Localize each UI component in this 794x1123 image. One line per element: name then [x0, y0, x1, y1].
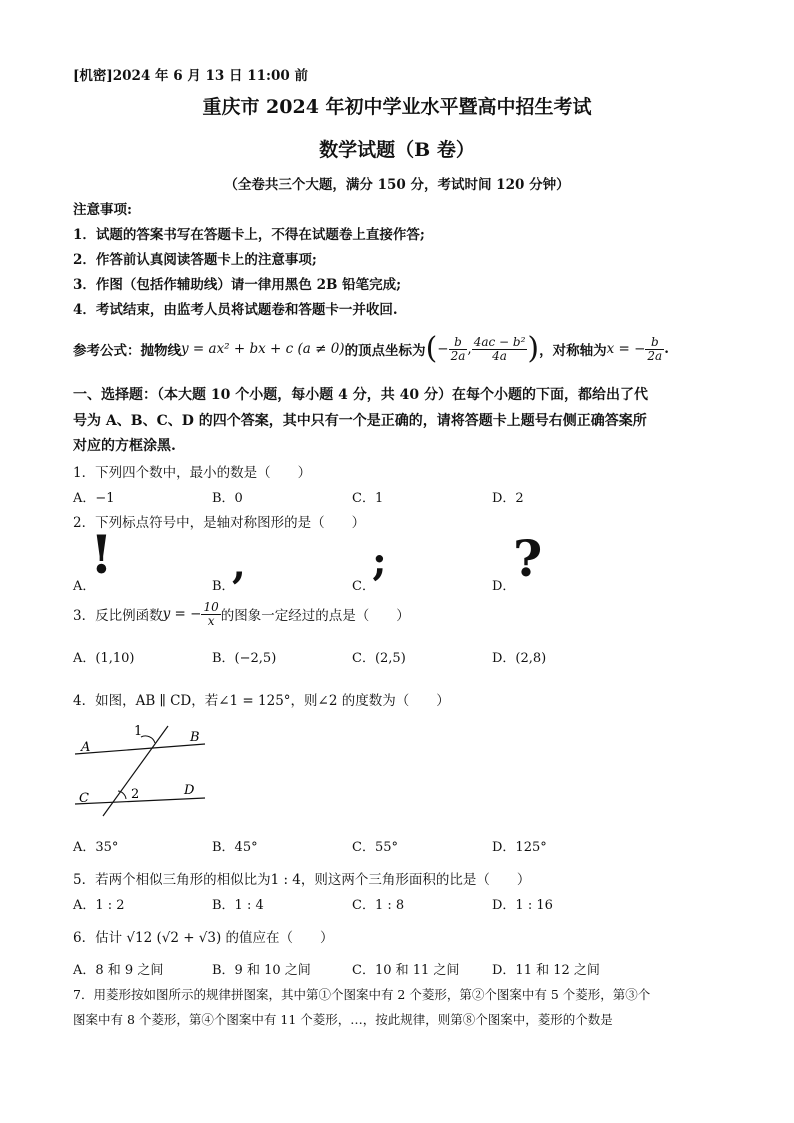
q2-option-a[interactable]: A．	[73, 579, 96, 594]
q1-option-a[interactable]: A．−1	[73, 491, 115, 506]
q6-option-b[interactable]: B．9 和 10 之间	[212, 963, 311, 978]
q6-option-d[interactable]: D．11 和 12 之间	[492, 963, 600, 978]
comma-symbol: ,	[232, 541, 246, 588]
q1-option-b[interactable]: B．0	[212, 491, 243, 506]
q1-stem: 1．下列四个数中，最小的数是（ ）	[73, 465, 312, 481]
q3-fraction: $\frac{10}{x}$	[203, 599, 219, 628]
confidential-note: [机密]2024 年 6 月 13 日 11:00 前	[73, 68, 308, 84]
semicolon-symbol: ;	[372, 538, 387, 585]
q6-option-c[interactable]: C．10 和 11 之间	[352, 963, 460, 978]
exclamation-mark-symbol: !	[90, 525, 113, 586]
q1-option-c[interactable]: C．1	[352, 491, 384, 506]
q3-option-b[interactable]: B．(−2,5)	[212, 651, 277, 666]
formula-expr: y = ax² + bx + c (a ≠ 0)	[181, 341, 345, 357]
question-mark-symbol: ?	[513, 529, 543, 588]
paren-left: (	[425, 331, 438, 366]
q2-option-b[interactable]: B．	[212, 579, 235, 594]
notice-item: 2．作答前认真阅读答题卡上的注意事项;	[73, 252, 317, 268]
notice-item: 1．试题的答案书写在答题卡上，不得在试题卷上直接作答;	[73, 227, 425, 243]
q5-option-c[interactable]: C．1 : 8	[352, 898, 405, 913]
exam-subtitle: 数学试题（B 卷）	[319, 139, 475, 161]
axis-lhs: x = −	[606, 341, 646, 357]
q4-option-c[interactable]: C．55°	[352, 840, 398, 855]
exam-title: 重庆市 2024 年初中学业水平暨高中招生考试	[202, 96, 592, 118]
q6-stem: 6．估计 √12 (√2 + √3) 的值应在（ ）	[73, 930, 334, 946]
label-angle-2: 2	[131, 787, 140, 802]
q3-stem: 3．反比例函数 y = − $\frac{10}{x}$ 的图象一定经过的点是（ ）	[73, 599, 410, 628]
formula-label: 参考公式：抛物线	[73, 343, 181, 359]
q2-option-c[interactable]: C．	[352, 579, 375, 594]
section-instructions: 对应的方框涂黑.	[73, 438, 176, 454]
paren-right: )	[527, 331, 540, 366]
notice-heading: 注意事项:	[73, 202, 132, 218]
exam-info: （全卷共三个大题，满分 150 分，考试时间 120 分钟）	[224, 177, 570, 193]
label-d: D	[184, 783, 195, 798]
q3-option-a[interactable]: A．(1,10)	[73, 651, 135, 666]
q4-option-d[interactable]: D．125°	[492, 840, 547, 855]
q3-option-d[interactable]: D．(2,8)	[492, 651, 547, 666]
transversal	[103, 726, 168, 816]
formula-axis-label: ，对称轴为	[539, 343, 607, 359]
notice-item: 3．作图（包括作辅助线）请一律用黑色 2B 铅笔完成;	[73, 277, 402, 293]
label-c: C	[79, 791, 89, 806]
q5-stem: 5．若两个相似三角形的相似比为1 : 4，则这两个三角形面积的比是（ ）	[73, 872, 531, 888]
label-angle-1: 1	[134, 724, 143, 739]
section-instructions: 一、选择题：（本大题 10 个小题，每小题 4 分，共 40 分）在每个小题的下面，都给出了代	[73, 387, 648, 403]
reference-formula: 参考公式：抛物线 y = ax² + bx + c (a ≠ 0) 的顶点坐标为 ( − $\frac{b}{2a}$ , $\frac{\text{4ac − b²}}{4a}$ ) ，对称轴为 x = − $\frac{b}{2a}$ .	[73, 331, 669, 366]
q2-option-d[interactable]: D．	[492, 579, 516, 594]
q5-option-a[interactable]: A．1 : 2	[73, 898, 125, 913]
q4-stem: 4．如图，AB ∥ CD，若∠1 = 125°，则∠2 的度数为（ ）	[73, 693, 450, 709]
line-cd	[75, 798, 205, 804]
parallel-lines-figure	[73, 718, 213, 818]
q1-option-d[interactable]: D．2	[492, 491, 524, 506]
vertex-x-frac: $\frac{b}{2a}$	[450, 334, 466, 363]
q2-stem: 2．下列标点符号中，是轴对称图形的是（ ）	[73, 515, 366, 531]
q4-option-a[interactable]: A．35°	[73, 840, 119, 855]
formula-mid: 的顶点坐标为	[344, 343, 426, 359]
label-a: A	[81, 740, 91, 755]
line-ab	[75, 744, 205, 754]
q4-option-b[interactable]: B．45°	[212, 840, 258, 855]
vertex-y-frac: $\frac{\text{4ac − b²}}{4a}$	[473, 334, 526, 363]
q6-option-a[interactable]: A．8 和 9 之间	[73, 963, 164, 978]
section-instructions: 号为 A、B、C、D 的四个答案，其中只有一个是正确的，请将答题卡上题号右侧正确答案所	[73, 413, 647, 429]
label-b: B	[190, 730, 200, 745]
q3-option-c[interactable]: C．(2,5)	[352, 651, 406, 666]
q7-stem-line2: 图案中有 8 个菱形，第④个图案中有 11 个菱形，…，按此规律，则第⑧个图案中，菱形的个数是	[73, 1012, 613, 1027]
q5-option-d[interactable]: D．1 : 16	[492, 898, 553, 913]
notice-item: 4．考试结束，由监考人员将试题卷和答题卡一并收回.	[73, 302, 398, 318]
angle-2-arc	[118, 791, 126, 799]
q7-stem-line1: 7．用菱形按如图所示的规律拼图案，其中第①个图案中有 2 个菱形，第②个图案中有 5 个菱形，第③个	[73, 987, 651, 1002]
axis-frac: $\frac{b}{2a}$	[647, 334, 663, 363]
q5-option-b[interactable]: B．1 : 4	[212, 898, 264, 913]
angle-1-arc	[141, 736, 155, 743]
